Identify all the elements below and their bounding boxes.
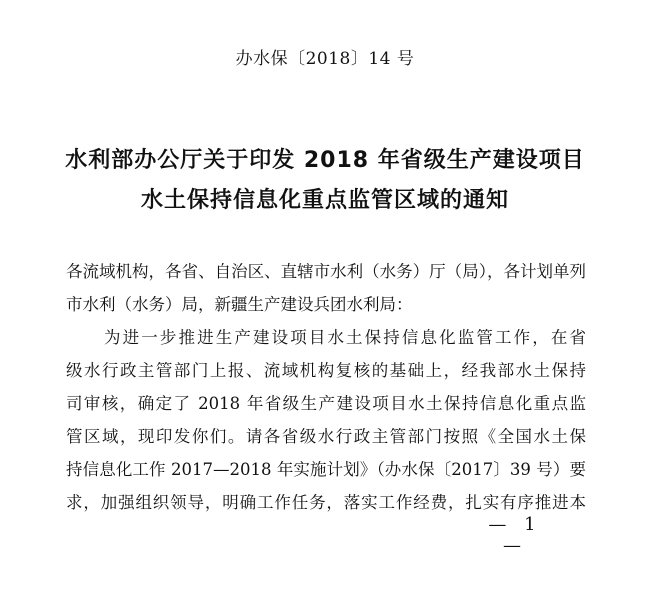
body-paragraph-line: 司审核，确定了 2018 年省级生产建设项目水土保持信息化重点监 xyxy=(66,394,586,413)
body-paragraph-line: 为进一步推进生产建设项目水土保持信息化监管工作，在省 xyxy=(104,328,586,347)
document-title-line-1: 水利部办公厅关于印发 2018 年省级生产建设项目 xyxy=(65,148,585,173)
body-paragraph-line: 级水行政主管部门上报、流域机构复核的基础上，经我部水土保持 xyxy=(66,361,586,380)
body-paragraph-line: 求，加强组织领导，明确工作任务，落实工作经费，扎实有序推进本 xyxy=(66,493,586,512)
body-paragraph-line: 管区域，现印发你们。请各省级水行政主管部门按照《全国水土保 xyxy=(66,427,586,446)
addressee-line-2: 市水利（水务）局，新疆生产建设兵团水利局： xyxy=(66,295,413,314)
document-number: 办水保〔2018〕14 号 xyxy=(235,49,415,69)
addressee-line-1: 各流域机构，各省、自治区、直辖市水利（水务）厅（局），各计划单列 xyxy=(66,262,586,281)
body-paragraph-line: 持信息化工作 2017—2018 年实施计划》（办水保〔2017〕39 号）要 xyxy=(66,460,586,479)
document-title-line-2: 水土保持信息化重点监管区域的通知 xyxy=(140,188,509,213)
page-number: — 1 — xyxy=(488,514,542,556)
